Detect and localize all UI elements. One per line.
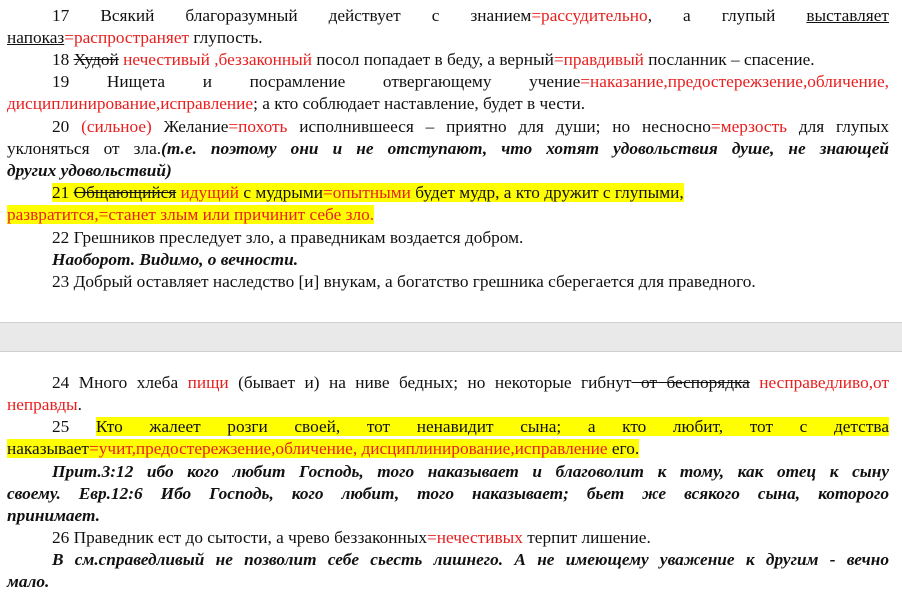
commentary: своему. Евр.12:6 Ибо Господь, кого любит, того наказывает; бьет же всякого сына, которого <box>7 484 889 503</box>
page-break <box>0 322 902 352</box>
verse-22[interactable]: 22 Грешников преследует зло, а праведникам воздается добром. <box>52 228 524 247</box>
verse-19-line-2[interactable]: дисциплинирование,исправление; а кто соблюдает наставление, будет в чести. <box>7 94 586 113</box>
verse-20-line-3[interactable] <box>7 160 889 183</box>
verse-number: 17 <box>52 6 70 25</box>
note-22[interactable] <box>7 249 889 272</box>
note-25-line-2[interactable] <box>7 483 889 506</box>
verse-21-line-2[interactable] <box>7 204 889 227</box>
verse-25-line-2[interactable] <box>7 438 889 461</box>
highlighted-text: развратится,=станет злым или причинит себе зло. <box>7 205 375 224</box>
struck-word: Общающийся <box>73 183 177 202</box>
verse-19-line-1[interactable]: 19 Нищета и посрамление отвергающему учение=наказание,предостережзение,обличение, <box>52 72 889 91</box>
verse-18[interactable]: 18 Худой нечестивый ,беззаконный посол попадает в беду, а верный=правдивый посланник – спасение. <box>52 50 815 69</box>
commentary: В см.справедливый не позволит себе сьесть лишнего. А не имеющему уважение к другим - вечно <box>52 550 889 569</box>
verse-21-line-1[interactable] <box>7 182 889 205</box>
commentary: принимает. <box>7 506 100 525</box>
commentary: (т.е. поэтому они и не отступают, что хотят удовольствия душе, не знающей <box>161 139 889 158</box>
commentary: Наоборот. Видимо, о вечности. <box>52 250 299 269</box>
verse-number: 19 <box>52 72 70 91</box>
verse-24-line-2[interactable]: неправды. <box>7 395 82 414</box>
verse-26[interactable]: 26 Праведник ест до сытости, а чрево беззаконных=нечестивых терпит лишение. <box>52 528 651 547</box>
commentary: Прит.3:12 ибо кого любит Господь, того наказывает и благоволит к тому, как отец к сыну <box>52 462 889 481</box>
verse-23[interactable]: 23 Добрый оставляет наследство [и] внукам, а богатство грешника сберегается для праведного. <box>52 272 756 291</box>
note-25-line-3[interactable] <box>7 505 889 528</box>
document-page-2 <box>0 352 902 603</box>
commentary: мало. <box>7 572 50 591</box>
verse-24-line-1[interactable]: 24 Много хлеба пищи (бывает и) на ниве бедных; но некоторые гибнут от беспорядка несправедливо,от <box>52 373 890 392</box>
highlighted-text: Кто жалеет розги своей, тот ненавидит сына; а кто любит, тот с детства <box>95 417 889 436</box>
verse-17-line-2[interactable]: напоказ=распространяет глупость. <box>7 28 263 47</box>
verse-number: 20 <box>52 117 70 136</box>
verse-number: 22 <box>52 228 70 247</box>
highlighted-text: 21 Общающийся идущий с мудрыми=опытными будет мудр, а кто дружит с глупыми, <box>52 183 684 202</box>
verse-number: 23 <box>52 272 70 291</box>
verse-number: 18 <box>52 50 70 69</box>
verse-17-line-1[interactable]: 17 Всякий благоразумный действует с знанием=рассудительно, а глупый выставляет <box>52 6 889 25</box>
note-26-line-2[interactable] <box>7 571 889 594</box>
verse-number: 24 <box>52 373 70 392</box>
verse-number: 21 <box>52 183 70 202</box>
note-25-line-1[interactable] <box>7 461 889 484</box>
note-26-line-1[interactable] <box>7 549 889 572</box>
commentary: других удовольствий) <box>7 161 172 180</box>
verse-20-line-1[interactable]: 20 (сильное) Желание=похоть исполнившееся – приятно для души; но несносно=мерзость для глупых <box>52 117 890 136</box>
verse-20-line-2[interactable]: уклоняться от зла.(т.е. поэтому они и не отступают, что хотят удовольствия душе, не знающей <box>7 139 889 158</box>
verse-number: 25 <box>52 417 70 436</box>
verse-25-line-1[interactable] <box>7 416 889 439</box>
verse-number: 26 <box>52 528 70 547</box>
struck-word: от беспорядка <box>631 373 750 392</box>
highlighted-text: наказывает=учит,предостережзение,обличение, дисциплинирование,исправление его. <box>7 439 640 458</box>
struck-word: Худой <box>73 50 119 69</box>
